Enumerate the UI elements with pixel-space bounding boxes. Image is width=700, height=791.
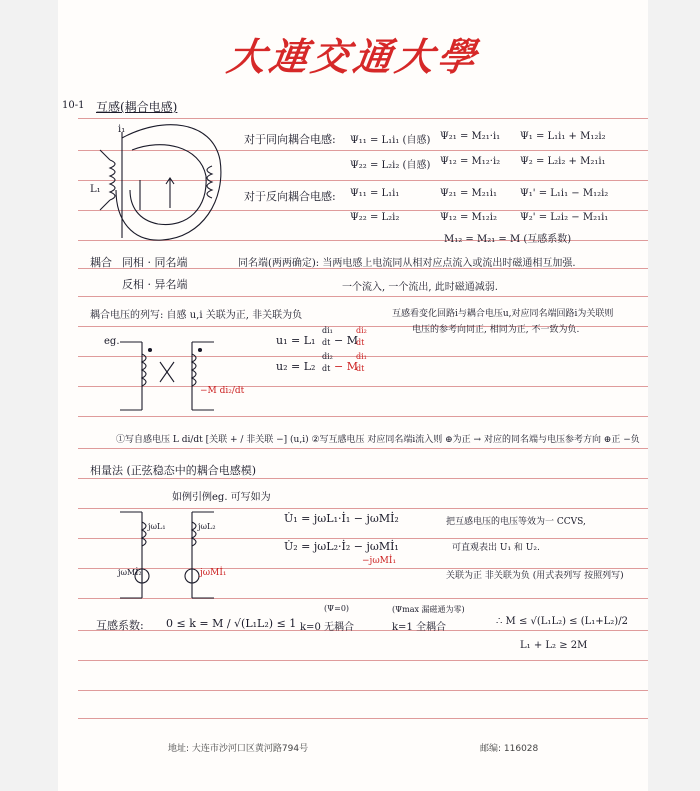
rule-line: [78, 296, 648, 297]
eq-psi1-same: Ψ₁ = L₁i₁ + M₁₂i₂: [520, 131, 606, 142]
mutual-voltage-note-2: 电压的参考向同正, 相同为正, 不一致为负.: [412, 325, 580, 335]
phasor-source2-label: jωMİ₁: [200, 568, 227, 578]
coefficient-range: 0 ≤ k = M / √(L₁L₂) ≤ 1: [166, 617, 297, 630]
k0-label: k=0 无耦合: [300, 622, 354, 633]
phasor-comment-1: 把互感电压的电压等效为一 CCVS,: [446, 517, 586, 527]
eq-u1-m: − M: [334, 334, 358, 347]
section-number: 10-1: [62, 100, 85, 111]
rule-line: [78, 478, 648, 479]
eq-psi11-same: Ψ₁₁ = L₁i₁ (自感): [350, 135, 431, 146]
example-label: eg.: [104, 336, 120, 347]
eq-u1-frac-num: di₁: [322, 326, 333, 335]
footer-address: 地址: 大连市沙河口区黄河路794号: [168, 744, 309, 754]
phasor-source1-label: jωMİ₂: [118, 568, 142, 577]
rule-line: [78, 630, 648, 631]
k1-note: (Ψmax 漏磁通为零): [392, 605, 465, 614]
eq-u1-mfrac-den: dt: [356, 338, 365, 347]
section-heading: 互感(耦合电感): [96, 100, 178, 114]
rule-line: [78, 690, 648, 691]
rule-line: [78, 416, 648, 417]
eq-psi22-same: Ψ₂₂ = L₂i₂ (自感): [350, 160, 431, 171]
eq-psi22-opp: Ψ₂₂ = L₂i₂: [350, 212, 400, 223]
opposite-direction-label: 对于反向耦合电感:: [244, 190, 336, 203]
voltage-heading: 耦合电压的列写: 自感 u,i 关联为正, 非关联为负: [90, 310, 303, 321]
same-direction-label: 对于同向耦合电感:: [244, 133, 336, 146]
phasor-comment-2: 可直观表出 U₁ 和 U₂.: [452, 543, 540, 553]
rule-line: [78, 448, 648, 449]
eq-u1-frac-den: dt: [322, 338, 331, 347]
k0-note: (Ψ=0): [324, 604, 350, 613]
phasor-jwl1-label: jωL₁: [148, 522, 166, 531]
eq-psi21-same: Ψ₂₁ = M₂₁·i₁: [440, 131, 501, 142]
eq-u2-frac-den: dt: [322, 364, 331, 373]
k1-label: k=1 全耦合: [392, 622, 446, 633]
eq-u1-mfrac-num: di₂: [356, 326, 367, 335]
eq-psi1-opp: Ψ₁' = L₁i₁ − M₁₂i₂: [520, 188, 609, 199]
current-label-i1: i₁: [118, 124, 126, 135]
coefficient-label: 互感系数:: [96, 619, 144, 632]
eq-u2-mfrac-den: dt: [356, 364, 365, 373]
university-header: 大連交通大學: [224, 34, 483, 79]
eq-u1-lhs: u₁ = L₁: [276, 334, 316, 347]
phasor-circuit-figure: [112, 506, 222, 604]
footer-postcode: 邮编: 116028: [480, 744, 539, 754]
coupling-same-phase: 同相 · 同名端: [122, 256, 188, 269]
phasor-red-term: −jωMİ₁: [362, 556, 397, 566]
eq-mutual-equal: M₁₂ = M₂₁ = M (互感系数): [444, 234, 572, 245]
phasor-note: 如例引例eg. 可写如为: [172, 492, 271, 503]
inductor-label-l1: L₁: [90, 184, 101, 195]
coupling-label: 耦合: [90, 256, 112, 269]
eq-psi12-opp: Ψ₁₂ = M₁₂i₂: [440, 212, 497, 223]
coupling-opposite-phase: 反相 · 异名端: [122, 278, 188, 291]
red-annotation: −M di₂/dt: [200, 386, 245, 396]
coupled-coil-figure: [92, 120, 232, 250]
eq-psi21-opp: Ψ₂₁ = M₂₁i₁: [440, 188, 497, 199]
summary-rule: ①写自感电压 L di/dt [关联 + / 非关联 −] (u,i) ②写互感电压 对应同名端i流入则 ⊕为正 → 对应的同名端与电压参考方向 ⊕正 −负: [116, 435, 640, 445]
coefficient-inequality: ∴ M ≤ √(L₁L₂) ≤ (L₁+L₂)/2: [496, 616, 628, 627]
phasor-comment-3: 关联为正 非关联为负 (用式表列写 按照列写): [446, 571, 624, 581]
eq-u2-mfrac-num: di₁: [356, 352, 367, 361]
eq-u2-m: − M: [334, 360, 358, 373]
dot-convention-rule: 同名端(两两确定): 当两电感上电流同从相对应点流入或流出时磁通相互加强.: [238, 258, 576, 269]
dot-convention-rule-2: 一个流入, 一个流出, 此时磁通减弱.: [342, 282, 498, 293]
eq-psi2-opp: Ψ₂' = L₂i₂ − M₂₁i₁: [520, 212, 609, 223]
dot-coupled-circuit-figure: [112, 336, 222, 416]
phasor-eq-u2: U̇₂ = jωL₂·İ₂ − jωMİ₁: [284, 540, 399, 553]
phasor-eq-u1: U̇₁ = jωL₁·İ₁ − jωMİ₂: [284, 512, 399, 525]
eq-psi2-same: Ψ₂ = L₂i₂ + M₂₁i₁: [520, 156, 606, 167]
rule-line: [78, 660, 648, 661]
eq-u2-frac-num: di₂: [322, 352, 333, 361]
eq-psi11-opp: Ψ₁₁ = L₁i₁: [350, 188, 400, 199]
coefficient-inequality-2: L₁ + L₂ ≥ 2M: [520, 640, 588, 651]
mutual-voltage-note: 互感看变化回路i与耦合电压u,对应同名端回路i为关联则: [392, 309, 614, 319]
phasor-jwl2-label: jωL₂: [198, 522, 216, 531]
rule-line: [78, 118, 648, 119]
eq-psi12-same: Ψ₁₂ = M₁₂·i₂: [440, 156, 501, 167]
eq-u2-lhs: u₂ = L₂: [276, 360, 316, 373]
phasor-method-heading: 相量法 (正弦稳态中的耦合电感模): [90, 464, 257, 477]
rule-line: [78, 718, 648, 719]
